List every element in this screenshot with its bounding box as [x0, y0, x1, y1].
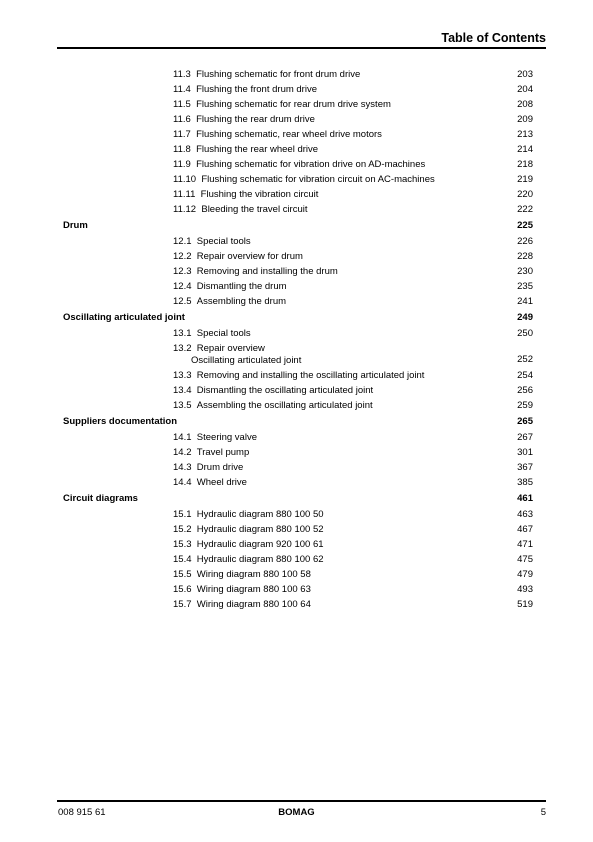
toc-page-number: 493: [517, 584, 533, 595]
toc-entry-number: 11.12: [173, 204, 197, 215]
toc-entry-title: Hydraulic diagram 920 100 61: [196, 539, 324, 550]
toc-entry[interactable]: [63, 383, 533, 398]
toc-chapter-title: Oscillating articulated joint: [63, 312, 185, 323]
toc-entry-text: [173, 368, 424, 383]
toc-page-number: 219: [517, 174, 533, 185]
toc-page-number: 222: [517, 204, 533, 215]
toc-entry-text: [173, 430, 257, 445]
toc-entry[interactable]: [63, 430, 533, 445]
toc-entry[interactable]: [63, 172, 533, 187]
toc-entry-title: Special tools: [196, 328, 251, 339]
toc-entry-text: [173, 202, 308, 217]
toc-entry-title: Flushing schematic for vibration circuit on AC-machines: [201, 174, 435, 185]
toc-entry-text: [173, 552, 324, 567]
toc-entry-number: 13.4: [173, 385, 192, 396]
toc-entry-title: Repair overview: [196, 343, 265, 354]
toc-entry-number: 15.3: [173, 539, 192, 550]
toc-entry-text: [173, 249, 303, 264]
toc-entry-title: Repair overview for drum: [196, 251, 303, 262]
toc-entry-number: 11.9: [173, 159, 191, 170]
toc-entry-text: [173, 127, 382, 142]
toc-entry-text: [173, 67, 360, 82]
toc-page-number: 475: [517, 554, 533, 565]
toc-entry-text: [173, 187, 318, 202]
toc-entry-text: [173, 522, 324, 537]
toc-entry-number: 14.1: [173, 432, 192, 443]
toc-entry-text: [173, 597, 311, 612]
toc-entry-text: [173, 567, 311, 582]
toc-page-number: 226: [517, 236, 533, 247]
toc-entry[interactable]: [63, 326, 533, 341]
toc-entry-number: 15.4: [173, 554, 192, 565]
toc-entry-number: 15.7: [173, 599, 192, 610]
footer-doc-number: 008 915 61: [58, 807, 106, 818]
toc-page-number: 479: [517, 569, 533, 580]
toc-entry[interactable]: [63, 582, 533, 597]
toc-entry-number: 13.1: [173, 328, 192, 339]
toc-entry[interactable]: [63, 187, 533, 202]
toc-entry-number: 12.1: [173, 236, 192, 247]
toc-entry-text: [173, 445, 249, 460]
toc-page-number: 225: [517, 220, 533, 231]
toc-entry-number: 13.5: [173, 400, 192, 411]
toc-entry-title: Flushing schematic for rear drum drive system: [196, 99, 391, 110]
toc-entry-number: 12.4: [173, 281, 192, 292]
toc-page-number: 471: [517, 539, 533, 550]
toc-entry-title: Drum drive: [196, 462, 244, 473]
toc-entry-text: [173, 142, 318, 157]
toc-entry-title: Flushing schematic for front drum drive: [196, 69, 361, 80]
toc-entry[interactable]: [63, 127, 533, 142]
toc-entry[interactable]: [63, 279, 533, 294]
toc-page-number: 461: [517, 493, 533, 504]
toc-entry-text: [173, 460, 243, 475]
toc-entry-number: 11.3: [173, 69, 191, 80]
toc-entry-title: Flushing the rear drum drive: [196, 114, 315, 125]
toc-entry-text: [173, 507, 324, 522]
toc-chapter-title: Circuit diagrams: [63, 493, 138, 504]
toc-chapter-title: Suppliers documentation: [63, 416, 178, 427]
toc-entry-text: [173, 326, 251, 341]
toc-entry-title-line2: Oscillating articulated joint: [191, 355, 302, 366]
toc-page-number: 267: [517, 432, 533, 443]
toc-entry-number: 15.1: [173, 509, 192, 520]
toc-entry-title: Wiring diagram 880 100 63: [196, 584, 311, 595]
toc-page-number: 259: [517, 400, 533, 411]
toc-entry[interactable]: [63, 157, 533, 172]
toc-entry[interactable]: [63, 264, 533, 279]
toc-entry[interactable]: [63, 97, 533, 112]
toc-entry-number: 14.3: [173, 462, 192, 473]
toc-entry-number: 11.4: [173, 84, 191, 95]
toc-entry[interactable]: [63, 368, 533, 383]
toc-entry-title: Assembling the oscillating articulated joint: [196, 400, 373, 411]
toc-entry-text: [173, 264, 338, 279]
toc-entry[interactable]: [63, 475, 533, 490]
toc-entry-text: [173, 398, 373, 413]
toc-entry[interactable]: [63, 567, 533, 582]
toc-entry[interactable]: [63, 522, 533, 537]
toc-entry-number: 12.2: [173, 251, 192, 262]
toc-entry[interactable]: [63, 460, 533, 475]
table-of-contents: [63, 67, 533, 612]
toc-page-number: 367: [517, 462, 533, 473]
toc-chapter[interactable]: [63, 490, 533, 507]
toc-entry-number: 15.5: [173, 569, 192, 580]
toc-chapter[interactable]: [63, 413, 533, 430]
toc-entry-number: 14.4: [173, 477, 192, 488]
toc-entry-number: 13.3: [173, 370, 192, 381]
toc-page-number: 463: [517, 509, 533, 520]
toc-entry[interactable]: [63, 82, 533, 97]
toc-entry[interactable]: [63, 142, 533, 157]
toc-entry-title: Hydraulic diagram 880 100 62: [196, 554, 324, 565]
toc-entry-title: Flushing the rear wheel drive: [196, 144, 319, 155]
toc-entry-title: Flushing schematic, rear wheel drive motors: [196, 129, 382, 140]
footer-page-number: 5: [540, 807, 546, 818]
toc-entry-text: [173, 112, 315, 127]
toc-entry-number: 13.2: [173, 343, 192, 354]
footer-rule: [57, 800, 546, 802]
toc-page-number: 220: [517, 189, 533, 200]
toc-page-number: 209: [517, 114, 533, 125]
toc-chapter[interactable]: [63, 217, 533, 234]
toc-page-number: 218: [517, 159, 533, 170]
toc-entry-text: [173, 97, 391, 112]
toc-entry-text: [173, 582, 311, 597]
toc-entry-number: 12.3: [173, 266, 192, 277]
toc-entry[interactable]: [63, 112, 533, 127]
toc-entry-text: [173, 157, 425, 172]
toc-page-number: 252: [517, 354, 533, 365]
toc-entry-number: 11.11: [173, 189, 196, 200]
toc-entry-title: Dismantling the oscillating articulated joint: [196, 385, 374, 396]
toc-page-number: 301: [517, 447, 533, 458]
toc-entry-number: 15.2: [173, 524, 192, 535]
toc-page-number: 519: [517, 599, 533, 610]
toc-page-number: 254: [517, 370, 533, 381]
toc-page-number: 467: [517, 524, 533, 535]
toc-entry-title: Removing and installing the oscillating articulated joint: [196, 370, 425, 381]
toc-entry[interactable]: [63, 537, 533, 552]
toc-entry[interactable]: [63, 202, 533, 217]
toc-entry[interactable]: [63, 67, 533, 82]
toc-page-number: 235: [517, 281, 533, 292]
toc-entry-title: Bleeding the travel circuit: [201, 204, 308, 215]
toc-entry-number: 11.10: [173, 174, 197, 185]
toc-entry-title: Flushing schematic for vibration drive on AD-machines: [196, 159, 426, 170]
toc-entry-title: Wiring diagram 880 100 58: [196, 569, 311, 580]
toc-entry-number: 14.2: [173, 447, 192, 458]
toc-entry-number: 11.6: [173, 114, 191, 125]
toc-entry-title: Flushing the front drum drive: [196, 84, 317, 95]
toc-page-number: 204: [517, 84, 533, 95]
toc-entry-text: [173, 279, 287, 294]
toc-chapter[interactable]: [63, 309, 533, 326]
toc-entry-text: [173, 172, 435, 187]
toc-entry-text: [173, 294, 286, 309]
toc-entry[interactable]: [63, 341, 533, 368]
toc-entry-number: 11.7: [173, 129, 191, 140]
toc-page-number: 249: [517, 312, 533, 323]
toc-page-number: 241: [517, 296, 533, 307]
toc-page-number: 250: [517, 328, 533, 339]
toc-entry-title: Assembling the drum: [196, 296, 287, 307]
toc-page-number: 230: [517, 266, 533, 277]
toc-entry-number: 11.5: [173, 99, 191, 110]
toc-entry-title: Travel pump: [196, 447, 250, 458]
toc-entry-title: Wheel drive: [196, 477, 247, 488]
toc-entry-title: Hydraulic diagram 880 100 50: [196, 509, 324, 520]
toc-entry-number: 11.8: [173, 144, 191, 155]
toc-entry[interactable]: [63, 234, 533, 249]
toc-entry-number: 12.5: [173, 296, 192, 307]
toc-page-number: 214: [517, 144, 533, 155]
toc-entry-text: [173, 343, 301, 367]
toc-entry-title: Steering valve: [196, 432, 257, 443]
toc-entry-text: [173, 475, 247, 490]
toc-page-number: 265: [517, 416, 533, 427]
toc-page-number: 256: [517, 385, 533, 396]
toc-entry-title: Special tools: [196, 236, 251, 247]
toc-entry[interactable]: [63, 249, 533, 264]
toc-page-number: 228: [517, 251, 533, 262]
footer-brand: BOMAG: [278, 807, 315, 818]
toc-chapter-title: Drum: [63, 220, 88, 231]
toc-page-number: 385: [517, 477, 533, 488]
toc-page-number: 203: [517, 69, 533, 80]
toc-entry-text: [173, 82, 317, 97]
toc-entry-title: Wiring diagram 880 100 64: [196, 599, 311, 610]
header-rule: [57, 47, 546, 49]
toc-entry-title: Flushing the vibration circuit: [200, 189, 319, 200]
toc-entry-number: 15.6: [173, 584, 192, 595]
toc-page-number: 208: [517, 99, 533, 110]
toc-entry[interactable]: [63, 507, 533, 522]
toc-entry-text: [173, 383, 373, 398]
toc-entry[interactable]: [63, 445, 533, 460]
toc-entry-title: Removing and installing the drum: [196, 266, 338, 277]
toc-entry[interactable]: [63, 552, 533, 567]
toc-entry-title: Hydraulic diagram 880 100 52: [196, 524, 324, 535]
toc-page-number: 213: [517, 129, 533, 140]
toc-entry[interactable]: [63, 398, 533, 413]
toc-entry-text: [173, 234, 251, 249]
toc-entry-title: Dismantling the drum: [196, 281, 287, 292]
toc-entry[interactable]: [63, 597, 533, 612]
toc-entry[interactable]: [63, 294, 533, 309]
toc-entry-text: [173, 537, 324, 552]
page-title: Table of Contents: [441, 31, 546, 45]
